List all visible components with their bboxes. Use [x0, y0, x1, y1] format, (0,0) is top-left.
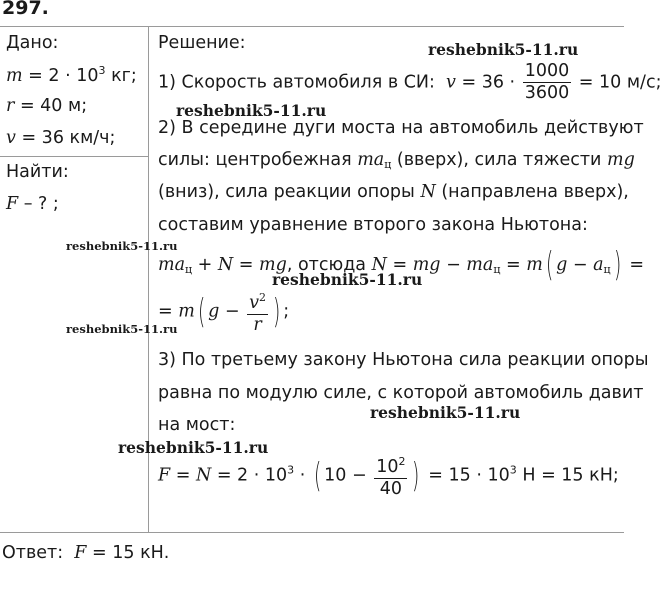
newton-equation: $ma_ц + N$ = mg, отсюда N = mg − $ma_ц = m$( $g - a_ц$) =	[158, 245, 645, 285]
step2-line3-post: (направлена вверх),	[441, 182, 629, 202]
given-mass-unit: кг;	[111, 66, 137, 86]
step2-line5-mid: , отсюда	[286, 255, 367, 275]
step3-line1: 3) По третьему закону Ньютона сила реакции опоры	[158, 350, 649, 370]
answer-unit: кН.	[140, 543, 170, 563]
given-radius: r = 40 м;	[6, 96, 88, 116]
final-calculation: $F = N = 2 \cdot 10^3$ · ( 10 − $\frac{10^2}{40}$ ) = $15 \cdot 10^3$ Н = 15 кН;	[158, 452, 619, 499]
find-title: Найти:	[6, 162, 69, 182]
frame-given-divider	[0, 156, 148, 157]
step2-line2-post: (вверх), сила тяжести	[396, 150, 602, 170]
fraction-v2-r: $\frac{v^2}{r}$	[247, 288, 268, 335]
given-radius-unit: м;	[68, 96, 88, 116]
watermark: reshebnik5-11.ru	[118, 438, 269, 457]
step2-line1: 2) В середине дуги моста на автомобиль действуют	[158, 118, 644, 138]
find-force: F – ? ;	[6, 194, 59, 214]
given-speed-unit: км/ч;	[69, 128, 116, 148]
force-formula: = m( g − $\frac{v^2}{r}$ ) ;	[158, 288, 289, 335]
step2-line2-pre: силы: центробежная	[158, 150, 352, 170]
step1-text: 1) Скорость автомобиля в СИ:	[158, 72, 435, 93]
final-unit-newton: Н	[522, 465, 536, 486]
problem-number: 297.	[2, 0, 49, 19]
step2-line4: составим уравнение второго закона Ньютона:	[158, 215, 588, 235]
given-mass: $m = 2 \cdot 10^3$ кг;	[6, 64, 137, 86]
step2-line3: (вниз), сила реакции опоры N (направлена вверх),	[158, 182, 629, 202]
step3-line3: на мост:	[158, 415, 236, 435]
frame-top-line	[0, 26, 624, 27]
watermark: reshebnik5-11.ru	[66, 322, 178, 336]
watermark: reshebnik5-11.ru	[428, 40, 579, 59]
given-speed: v = 36 км/ч;	[6, 128, 116, 148]
watermark: reshebnik5-11.ru	[272, 270, 423, 289]
fraction-10sq-40: $\frac{10^2}{40}$	[374, 452, 407, 499]
watermark: reshebnik5-11.ru	[176, 101, 327, 120]
step1-unit: м/с;	[626, 72, 661, 93]
step3-line2: равна по модулю силе, с которой автомобиль давит	[158, 383, 644, 403]
frame-bottom-line	[0, 532, 624, 533]
answer-label: Ответ:	[2, 543, 64, 563]
step2-line3-pre: (вниз), сила реакции опоры	[158, 182, 415, 202]
watermark: reshebnik5-11.ru	[370, 403, 521, 422]
watermark: reshebnik5-11.ru	[66, 239, 178, 253]
answer-line: Ответ: F = 15 кН.	[2, 543, 170, 563]
fraction-1000-3600: $\frac{1000}{3600}$	[524, 61, 570, 103]
final-unit-kn: кН;	[589, 465, 619, 486]
step1-line: 1) Скорость автомобиля в СИ: v = 36 · $\frac{1000}{3600}$ = 10 м/с;	[158, 61, 661, 103]
solution-title: Решение:	[158, 33, 246, 53]
step2-line2: силы: центробежная $ma_ц$ (вверх), сила тяжести mg	[158, 150, 635, 171]
given-title: Дано:	[6, 33, 59, 53]
